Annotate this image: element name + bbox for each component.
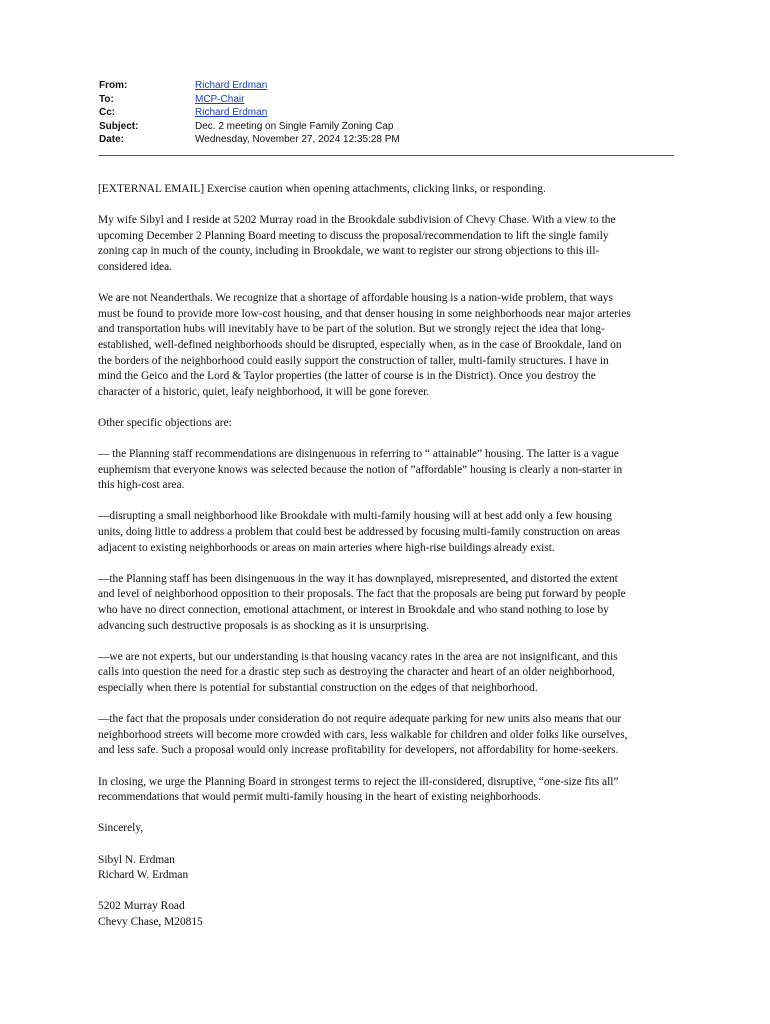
signature-address	[98, 899, 678, 930]
signature-names	[98, 853, 678, 884]
header-divider	[99, 155, 674, 156]
to-label: To:	[99, 93, 114, 105]
objection-vacancy	[98, 650, 678, 697]
text-line: upcoming December 2 Planning Board meeting to discuss the proposal/recommendation to lift the single family	[98, 229, 609, 242]
date-value: Wednesday, November 27, 2024 12:35:28 PM	[195, 134, 400, 146]
date-row	[99, 133, 674, 147]
text-line: and level of neighborhood opposition to their proposals. The fact that the proposals are being put forward by people	[98, 588, 626, 601]
text-line: —the Planning staff has been disingenuous in the way it has downplayed, misrepresented, and distorted the extent	[98, 572, 618, 585]
external-email-notice	[98, 182, 678, 198]
email-header	[99, 79, 674, 147]
cc-link[interactable]: Richard Erdman	[195, 107, 268, 119]
objection-parking	[98, 712, 678, 759]
cc-label: Cc:	[99, 107, 116, 119]
text-line: Chevy Chase, M20815	[98, 915, 203, 928]
cc-row	[99, 106, 674, 120]
text-line: advancing such destructive proposals is as shocking as it is unsurprising.	[98, 619, 430, 632]
closing-paragraph	[98, 775, 678, 806]
text-line: calls into question the need for a drastic step such as destroying the character and heart of an older neighborhood,	[98, 666, 615, 679]
to-link[interactable]: MCP-Chair	[195, 93, 245, 105]
sign-off	[98, 821, 678, 837]
text-line: and less safe. Such a proposal would only increase profitability for developers, not affordability for home-seekers.	[98, 744, 619, 757]
text-line: Other specific objections are:	[98, 416, 232, 429]
text-line: especially when there is potential for substantial construction on the edges of that neighborhood.	[98, 682, 538, 694]
text-line: neighborhood streets will become more crowded with cars, less walkable for children and older folks like ourselves,	[98, 728, 628, 741]
subject-value: Dec. 2 meeting on Single Family Zoning Cap	[195, 120, 394, 132]
text-line: Richard W. Erdman	[98, 869, 189, 882]
text-line: —the fact that the proposals under consideration do not require adequate parking for new units also means that our	[98, 713, 622, 726]
intro-paragraph	[98, 213, 678, 275]
to-row	[99, 93, 674, 107]
text-line: this high-cost area.	[98, 479, 185, 492]
objection-attainable	[98, 447, 678, 494]
text-line: My wife Sibyl and I reside at 5202 Murray road in the Brookdale subdivision of Chevy Chase. With a view to the	[98, 214, 616, 227]
date-label: Date:	[99, 134, 125, 146]
text-line: — the Planning staff recommendations are disingenuous in referring to “ attainable” housing. The latter is a vague	[98, 448, 619, 461]
text-line: units, doing little to address a problem that could best be addressed by focusing multi-family construction on areas	[98, 526, 620, 539]
text-line: mind the Geico and the Lord & Taylor properties (the latter of course is in the District). Once you destroy the	[98, 370, 596, 383]
text-line: 5202 Murray Road	[98, 900, 185, 913]
subject-row	[99, 120, 674, 134]
objections-intro	[98, 416, 678, 432]
subject-label: Subject:	[99, 120, 139, 132]
text-line: who have no direct connection, emotional attachment, or interest in Brookdale and who stand nothing to lose by	[98, 604, 609, 617]
text-line: must be found to provide more low-cost housing, and that denser housing in some neighborhoods near major arteries	[98, 307, 631, 320]
text-line: Sincerely,	[98, 822, 144, 835]
text-line: adjacent to existing neighborhoods or areas on main arteries where high-rise buildings already exist.	[98, 541, 555, 554]
text-line: —we are not experts, but our understanding is that housing vacancy rates in the area are not insignificant, and this	[98, 650, 618, 663]
text-line: character of a historic, quiet, leafy neighborhood, it will be gone forever.	[98, 385, 430, 398]
text-line: [EXTERNAL EMAIL] Exercise caution when opening attachments, clicking links, or responding.	[98, 183, 546, 195]
text-line: recommendations that would permit multi-family housing in the heart of existing neighborhoods.	[98, 791, 541, 804]
text-line: zoning cap in much of the county, including in Brookdale, we want to register our strong objections to this ill-	[98, 245, 600, 258]
text-line: considered idea.	[98, 260, 173, 273]
text-line: euphemism that everyone knows was selected because the notion of ”affordable” housing is clearly a non-starter in	[98, 463, 623, 476]
objection-small-neighborhood	[98, 509, 678, 556]
text-line: Sibyl N. Erdman	[98, 853, 175, 866]
text-line: the borders of the neighborhood could easily support the construction of taller, multi-family structures. I have in	[98, 354, 609, 367]
text-line: In closing, we urge the Planning Board in strongest terms to reject the ill-considered, disruptive, “one-size fits all”	[98, 775, 619, 788]
from-link[interactable]: Richard Erdman	[195, 80, 268, 91]
neanderthals-paragraph	[98, 291, 678, 400]
objection-disingenuous	[98, 572, 678, 634]
text-line: and transportation hubs will inevitably have to be part of the solution. But we strongly reject the idea that long-	[98, 323, 605, 336]
text-line: —disrupting a small neighborhood like Brookdale with multi-family housing will at best add only a few housing	[98, 510, 612, 523]
text-line: We are not Neanderthals. We recognize that a shortage of affordable housing is a nation-wide problem, that ways	[98, 292, 613, 305]
text-line: established, well-defined neighborhoods should be disrupted, especially when, as in the case of Brookdale, land on	[98, 338, 622, 351]
from-row	[99, 79, 674, 93]
email-body	[98, 182, 678, 946]
from-label: From:	[99, 80, 128, 91]
